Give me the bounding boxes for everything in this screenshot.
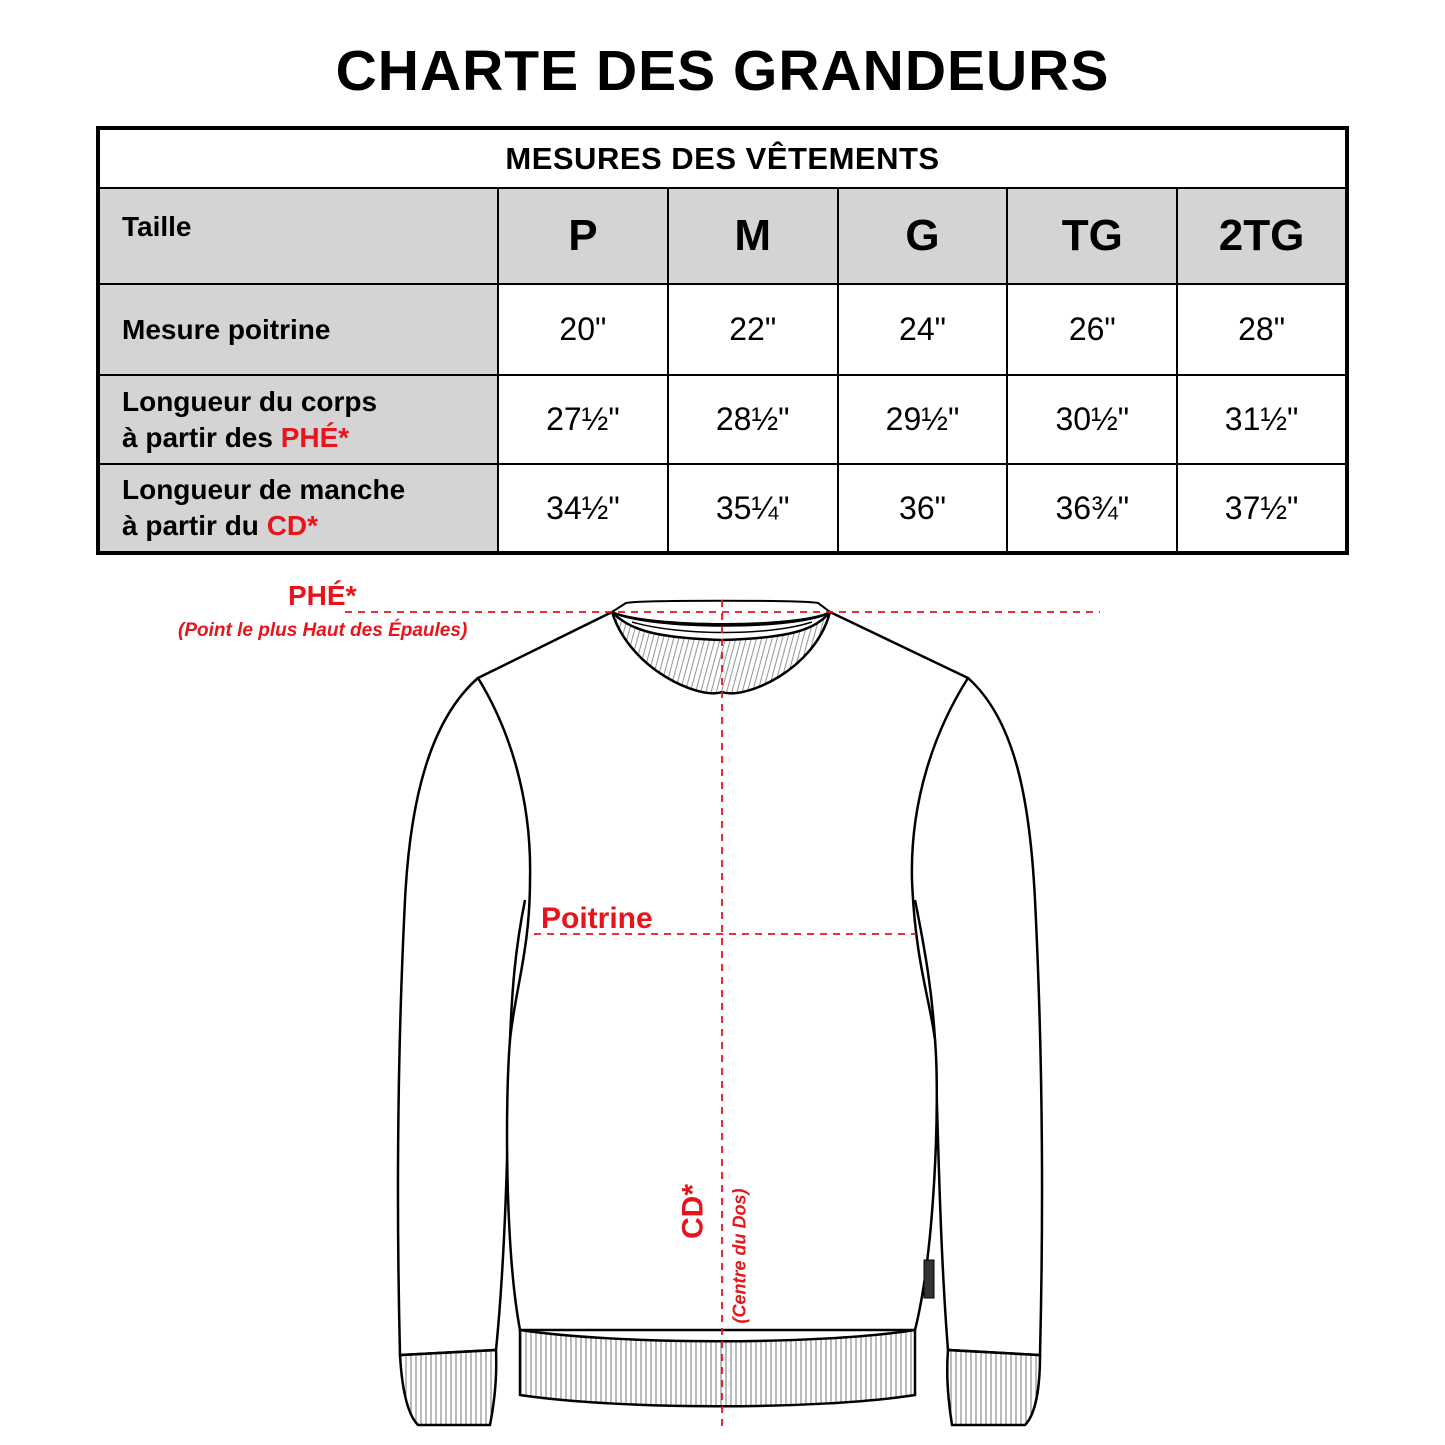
table-cell: 35¼" — [668, 464, 838, 553]
size-header: P — [498, 188, 668, 284]
size-header: M — [668, 188, 838, 284]
table-cell: 36¾" — [1007, 464, 1177, 553]
table-cell: 29½" — [838, 375, 1008, 464]
row-label-accent: PHÉ* — [280, 421, 350, 453]
cd-description: (Centre du Dos) — [729, 1188, 750, 1324]
row-label-text: à partir des — [122, 421, 281, 453]
table-cell: 30½" — [1007, 375, 1177, 464]
table-cell: 36" — [838, 464, 1008, 553]
size-header: 2TG — [1177, 188, 1347, 284]
page-title: CHARTE DES GRANDEURS — [335, 39, 1110, 103]
table-cell: 28½" — [668, 375, 838, 464]
cd-label: CD* — [676, 1183, 710, 1239]
phe-description: (Point le plus Haut des Épaules) — [178, 620, 468, 641]
table-caption: MESURES DES VÊTEMENTS — [98, 128, 1347, 188]
left-sleeve — [398, 678, 525, 1425]
row-label-text: Mesure poitrine — [122, 313, 331, 345]
size-header: TG — [1007, 188, 1177, 284]
table-cell: 24" — [838, 284, 1008, 375]
row-label-text: à partir du — [122, 510, 267, 541]
row-label-text: Longueur du corps — [122, 385, 378, 417]
row-label-accent: CD* — [266, 510, 319, 541]
table-cell: 20" — [498, 284, 668, 375]
row-label-text: Longueur de manche — [122, 474, 406, 505]
table-cell: 28" — [1177, 284, 1347, 375]
table-cell: 34½" — [498, 464, 668, 553]
size-header: G — [838, 188, 1008, 284]
table-cell: 27½" — [498, 375, 668, 464]
table-cell: 31½" — [1177, 375, 1347, 464]
table-cell: 26" — [1007, 284, 1177, 375]
size-label: Taille — [98, 188, 498, 284]
chest-label: Poitrine — [541, 902, 653, 935]
table-cell: 37½" — [1177, 464, 1347, 553]
phe-label: PHÉ* — [288, 580, 357, 611]
table-cell: 22" — [668, 284, 838, 375]
sweatshirt-body — [478, 612, 968, 1406]
